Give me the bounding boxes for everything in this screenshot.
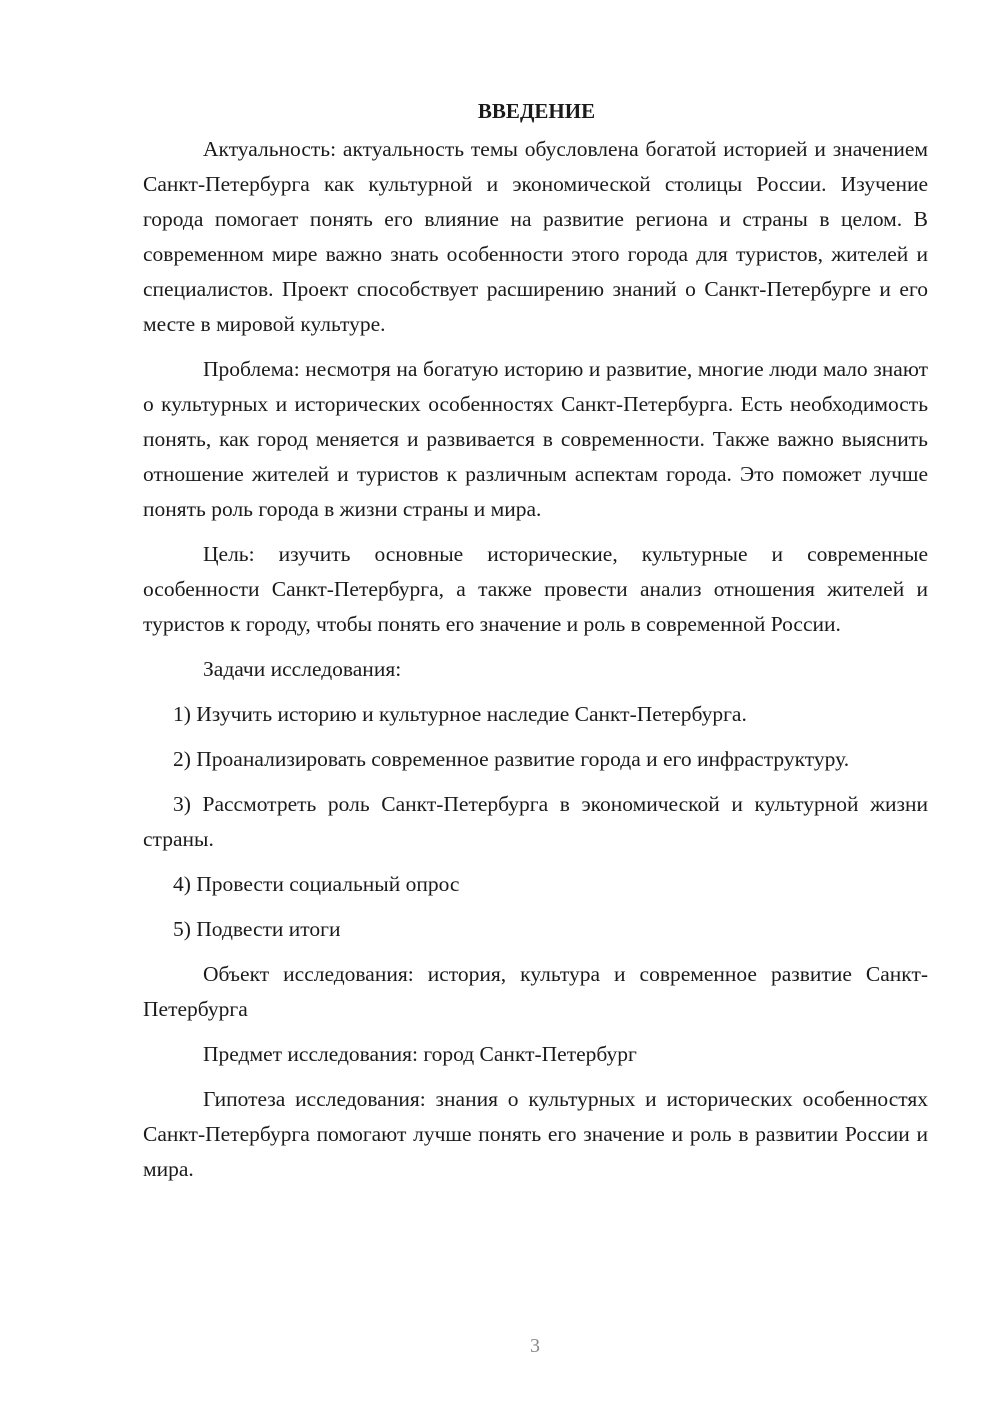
list-item-task-5: 5) Подвести итоги [173,917,341,941]
paragraph-object: Объект исследования: история, культура и современное развитие Санкт-Петербурга [143,962,928,1021]
list-item-task-2: 2) Проанализировать современное развитие города и его инфраструктуру. [173,747,850,771]
paragraph-hypothesis: Гипотеза исследования: знания о культурных и исторических особенностях Санкт-Петербурга помогают лучше понять его значение и роль в развитии России и мира. [143,1087,928,1181]
page-number: 3 [530,1335,540,1357]
list-item-task-1: 1) Изучить историю и культурное наследие Санкт-Петербурга. [173,702,747,726]
section-heading: ВВЕДЕНИЕ [477,99,596,123]
paragraph-subject: Предмет исследования: город Санкт-Петербург [203,1042,637,1066]
list-item-task-4: 4) Провести социальный опрос [173,872,460,896]
list-item-task-3: 3) Рассмотреть роль Санкт-Петербурга в экономической и культурной жизни страны. [143,792,928,851]
paragraph-goal: Цель: изучить основные исторические, культурные и современные особенности Санкт-Петербурга, а также провести анализ отношения жителей и туристов к городу, чтобы понять его значение и роль в современной России. [143,542,928,636]
document-page [143,94,928,1197]
paragraph-tasks-intro: Задачи исследования: [203,657,402,681]
paragraph-problem: Проблема: несмотря на богатую историю и развитие, многие люди мало знают о культурных и исторических особенностях Санкт-Петербурга. Есть необходимость понять, как город меняется и развивается в современности. Также важно выяснить отношение жителей и туристов к различным аспектам города. Это поможет лучше понять роль города в жизни страны и мира. [143,357,928,521]
paragraph-relevance: Актуальность: актуальность темы обусловлена богатой историей и значением Санкт-Петербурга как культурной и экономической столицы России. Изучение города помогает понять его влияние на развитие региона и страны в целом. В современном мире важно знать особенности этого города для туристов, жителей и специалистов. Проект способствует расширению знаний о Санкт-Петербурге и его месте в мировой культуре. [143,137,928,336]
